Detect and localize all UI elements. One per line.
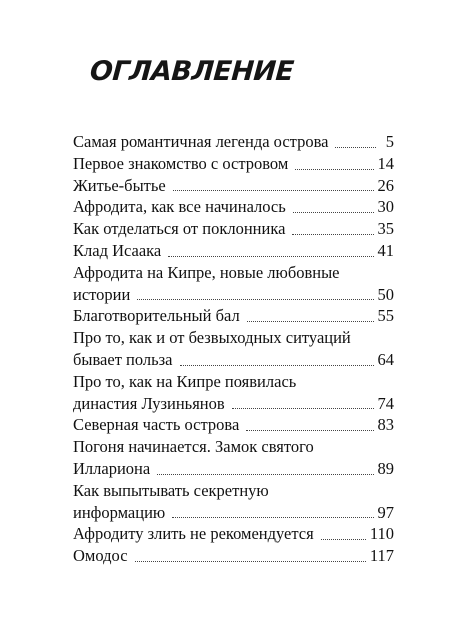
- toc-entry-title: Северная часть острова: [73, 415, 240, 435]
- dot-leader: [173, 189, 374, 191]
- toc-entry-title: Житье-бытье: [73, 175, 166, 195]
- toc-entry-page: 26: [377, 175, 394, 195]
- toc-entry[interactable]: [73, 414, 394, 436]
- toc-entry-title: Афродиту злить не рекомендуется: [73, 524, 314, 544]
- toc-entry-title: Омодос: [73, 546, 128, 566]
- dot-leader: [335, 146, 376, 148]
- dot-leader: [247, 320, 374, 322]
- toc-entry-page: 55: [377, 306, 394, 326]
- dot-leader: [180, 364, 374, 366]
- toc-entry-title: Как отделаться от поклонника: [73, 219, 286, 239]
- toc-entry-title: Самая романтичная легенда острова: [73, 132, 329, 151]
- toc-entry[interactable]: [73, 545, 394, 567]
- toc-entry-page: 64: [377, 349, 394, 369]
- toc-entry[interactable]: [73, 196, 394, 218]
- toc-entry-title-line-2: информацию: [73, 502, 166, 522]
- dot-leader: [321, 538, 366, 540]
- toc-entry-page: 83: [377, 415, 394, 435]
- toc-entry-title-line-1: Как выпытывать секретную: [73, 480, 269, 500]
- toc-entry-title-line-1: Погоня начинается. Замок святого: [73, 437, 314, 457]
- toc-entry[interactable]: [73, 523, 394, 545]
- toc-entry-title-line-2: истории: [73, 284, 131, 304]
- toc-heading: ОГЛАВЛЕНИЕ: [88, 56, 295, 87]
- dot-leader: [168, 255, 373, 257]
- toc-entry[interactable]: [73, 480, 394, 524]
- toc-entry-title: Первое знакомство с островом: [73, 153, 289, 173]
- table-of-contents: [73, 131, 394, 567]
- toc-entry-page: 117: [369, 546, 394, 566]
- dot-leader: [135, 560, 366, 562]
- toc-entry[interactable]: [73, 436, 394, 480]
- dot-leader: [293, 211, 374, 213]
- toc-entry-page: 30: [377, 197, 394, 217]
- toc-entry[interactable]: [73, 262, 394, 306]
- toc-entry-title-line-2: династия Лузиньянов: [73, 393, 225, 413]
- toc-entry[interactable]: [73, 305, 394, 327]
- toc-entry[interactable]: [73, 153, 394, 175]
- dot-leader: [246, 429, 373, 431]
- dot-leader: [172, 516, 373, 518]
- toc-entry-page: 97: [377, 502, 394, 522]
- toc-entry-title-line-1: Афродита на Кипре, новые любовные: [73, 262, 340, 282]
- toc-entry-page: 5: [385, 132, 394, 151]
- toc-entry-page: 35: [377, 219, 394, 239]
- toc-entry-title-line-2: Иллариона: [73, 458, 151, 478]
- toc-entry[interactable]: [73, 240, 394, 262]
- toc-entry-page: 89: [377, 458, 394, 478]
- dot-leader: [137, 298, 373, 300]
- toc-entry[interactable]: [73, 131, 394, 153]
- toc-entry-title-line-1: Про то, как на Кипре появилась: [73, 371, 297, 391]
- toc-entry-title: Клад Исаака: [73, 240, 162, 260]
- toc-entry-title-line-2: бывает польза: [73, 349, 173, 369]
- toc-entry-title: Афродита, как все начиналось: [73, 197, 286, 217]
- toc-entry-title: Благотворительный бал: [73, 306, 240, 326]
- dot-leader: [292, 233, 373, 235]
- toc-entry-page: 110: [369, 524, 394, 544]
- toc-entry-page: 41: [377, 240, 394, 260]
- toc-entry[interactable]: [73, 371, 394, 415]
- toc-entry-page: 14: [377, 153, 394, 173]
- dot-leader: [295, 168, 373, 170]
- toc-entry[interactable]: [73, 175, 394, 197]
- dot-leader: [157, 473, 373, 475]
- toc-entry[interactable]: [73, 327, 394, 371]
- toc-entry-page: 74: [377, 393, 394, 413]
- toc-entry-title-line-1: Про то, как и от безвыходных ситуаций: [73, 328, 351, 348]
- dot-leader: [232, 407, 374, 409]
- toc-entry-page: 50: [377, 284, 394, 304]
- toc-entry[interactable]: [73, 218, 394, 240]
